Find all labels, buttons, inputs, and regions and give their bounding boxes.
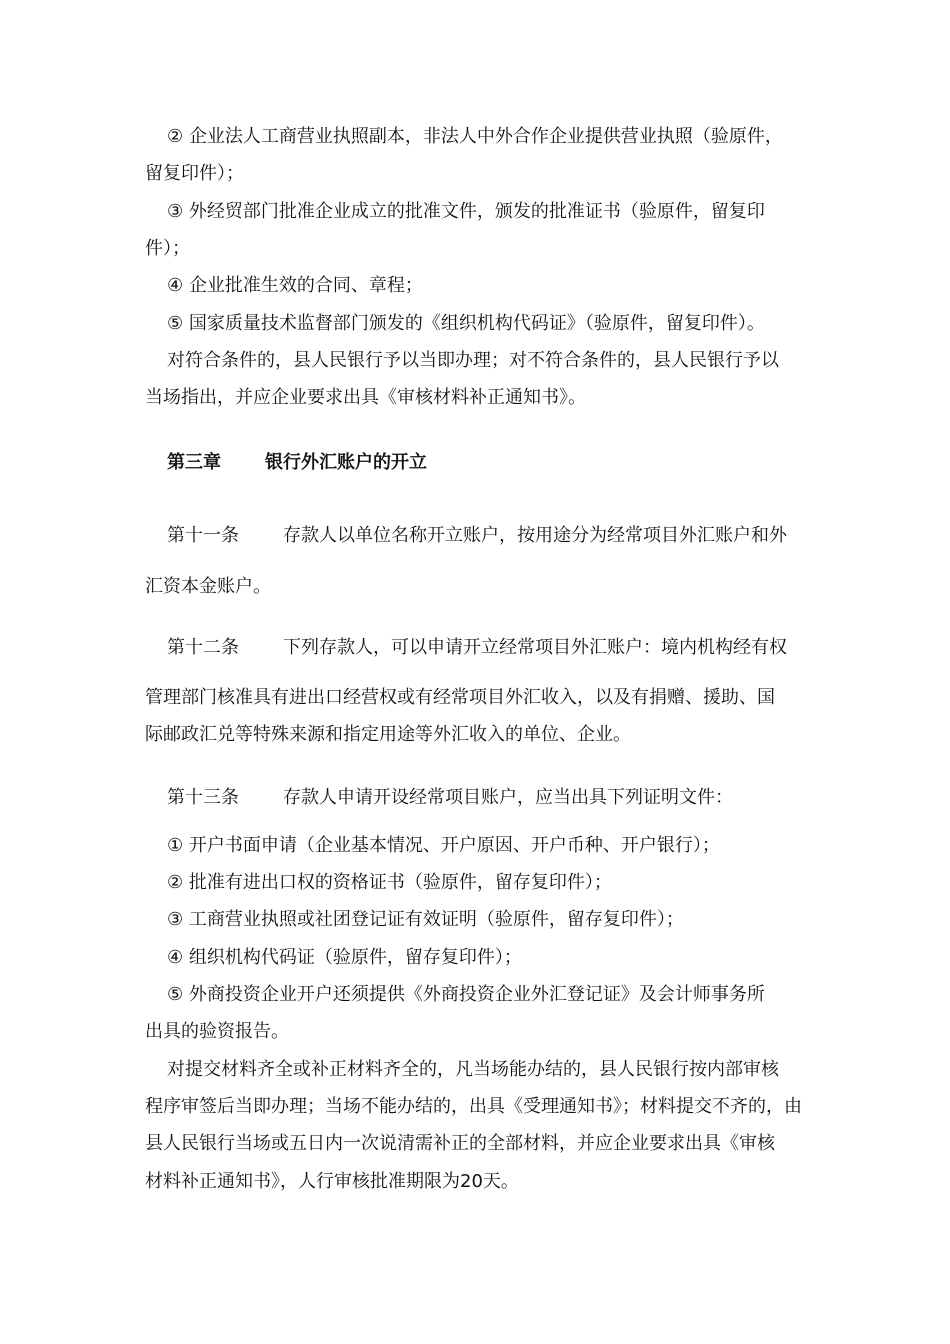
article-11-label: 第十一条 xyxy=(167,525,239,546)
list-item-approval-document: ③ 外经贸部门批准企业成立的批准文件，颁发的批准证书（验原件，留复印 xyxy=(167,201,765,222)
article-12 xyxy=(167,631,825,665)
article-13 xyxy=(167,781,825,815)
list-item-foreign-investment: ⑤ 外商投资企业开户还须提供《外商投资企业外汇登记证》及会计师事务所 xyxy=(167,984,765,1005)
article-11-cont: 汇资本金账户。 xyxy=(145,576,271,597)
list-item-registration-cert: ③ 工商营业执照或社团登记证有效证明（验原件，留存复印件）； xyxy=(167,909,684,930)
list-item-foreign-investment-cont: 出具的验资报告。 xyxy=(145,1021,289,1042)
list-item-business-license-cont: 留复印件）； xyxy=(145,163,244,184)
article-12-text: 下列存款人，可以申请开立经常项目外汇账户：境内机构经有权 xyxy=(283,637,787,658)
list-item-contract: ④ 企业批准生效的合同、章程； xyxy=(167,275,423,296)
paragraph-approval-note-cont-3: 材料补正通知书》，人行审核批准期限为20天。 xyxy=(145,1171,519,1192)
chapter-heading xyxy=(167,446,825,480)
list-item-approval-document-cont: 件）； xyxy=(145,238,190,259)
chapter-number: 第三章 xyxy=(167,452,221,473)
article-12-cont-2: 际邮政汇兑等特殊来源和指定用途等外汇收入的单位、企业。 xyxy=(145,724,631,745)
list-item-org-code: ⑤ 国家质量技术监督部门颁发的《组织机构代码证》（验原件，留复印件）。 xyxy=(167,313,765,334)
article-13-label: 第十三条 xyxy=(167,787,239,808)
article-11-text: 存款人以单位名称开立账户，按用途分为经常项目外汇账户和外 xyxy=(283,525,787,546)
chapter-title: 银行外汇账户的开立 xyxy=(265,452,427,473)
list-item-business-license: ② 企业法人工商营业执照副本，非法人中外合作企业提供营业执照（验原件， xyxy=(167,126,783,147)
paragraph-approval-note: 对提交材料齐全或补正材料齐全的，凡当场能办结的，县人民银行按内部审核 xyxy=(167,1059,779,1080)
list-item-import-export-cert: ② 批准有进出口权的资格证书（验原件，留存复印件）； xyxy=(167,872,612,893)
paragraph-processing-note: 对符合条件的，县人民银行予以当即办理；对不符合条件的，县人民银行予以 xyxy=(167,350,779,371)
paragraph-approval-note-cont-1: 程序审签后当即办理；当场不能办结的，出具《受理通知书》；材料提交不齐的，由 xyxy=(145,1096,802,1117)
list-item-application: ① 开户书面申请（企业基本情况、开户原因、开户币种、开户银行）； xyxy=(167,835,720,856)
article-12-label: 第十二条 xyxy=(167,637,239,658)
paragraph-processing-note-cont: 当场指出，并应企业要求出具《审核材料补正通知书》。 xyxy=(145,387,586,408)
article-12-cont-1: 管理部门核准具有进出口经营权或有经常项目外汇收入，以及有捐赠、援助、国 xyxy=(145,687,775,708)
paragraph-approval-note-cont-2: 县人民银行当场或五日内一次说清需补正的全部材料，并应企业要求出具《审核 xyxy=(145,1133,775,1154)
article-13-text: 存款人申请开设经常项目账户，应当出具下列证明文件： xyxy=(283,787,733,808)
article-11 xyxy=(167,519,825,553)
list-item-org-code-cert: ④ 组织机构代码证（验原件，留存复印件）； xyxy=(167,947,522,968)
